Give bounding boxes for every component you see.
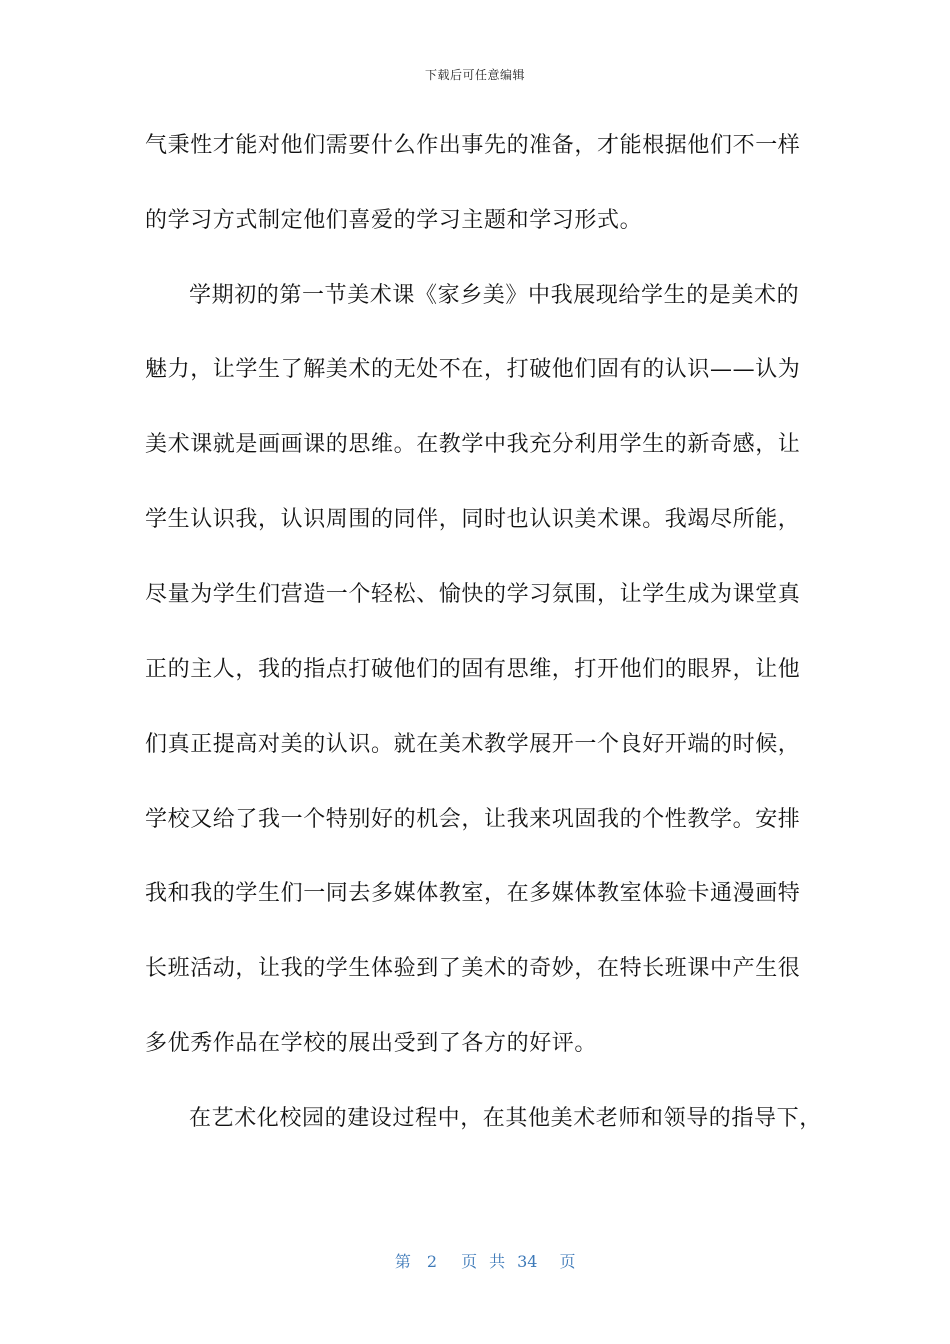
body-line: 多优秀作品在学校的展出受到了各方的好评。 bbox=[145, 1031, 598, 1056]
paragraph-first-line: 学期初的第一节美术课《家乡美》中我展现给学生的是美术的 bbox=[189, 283, 800, 308]
body-line: 长班活动，让我的学生体验到了美术的奇妙，在特长班课中产生很 bbox=[145, 956, 801, 981]
body-line: 美术课就是画画课的思维。在教学中我充分利用学生的新奇感，让 bbox=[145, 432, 801, 457]
current-page-number: 2 bbox=[426, 1252, 438, 1271]
body-line: 正的主人，我的指点打破他们的固有思维，打开他们的眼界，让他 bbox=[145, 657, 801, 682]
page-footer bbox=[0, 1229, 950, 1295]
body-line: 魅力，让学生了解美术的无处不在，打破他们固有的认识——认为 bbox=[145, 357, 801, 382]
paragraph-first-line: 在艺术化校园的建设过程中，在其他美术老师和领导的指导下， bbox=[189, 1106, 822, 1131]
body-line: 尽量为学生们营造一个轻松、愉快的学习氛围，让学生成为课堂真 bbox=[145, 582, 801, 607]
total-page-count: 34 bbox=[517, 1252, 538, 1271]
body-line: 学生认识我，认识周围的同伴，同时也认识美术课。我竭尽所能， bbox=[145, 507, 801, 532]
body-line: 的学习方式制定他们喜爱的学习主题和学习形式。 bbox=[145, 208, 643, 233]
footer-page-label: 页 bbox=[461, 1252, 478, 1271]
body-line: 们真正提高对美的认识。就在美术教学展开一个良好开端的时候， bbox=[145, 732, 801, 757]
footer-suffix: 页 bbox=[559, 1252, 576, 1271]
footer-prefix: 第 bbox=[394, 1252, 411, 1271]
body-line: 我和我的学生们一同去多媒体教室，在多媒体教室体验卡通漫画特 bbox=[145, 881, 801, 906]
body-line: 学校又给了我一个特别好的机会，让我来巩固我的个性教学。安排 bbox=[145, 807, 801, 832]
page-header: 下载后可任意编辑 bbox=[424, 68, 525, 82]
body-line: 气秉性才能对他们需要什么作出事先的准备，才能根据他们不一样 bbox=[145, 133, 801, 158]
footer-total-label: 共 bbox=[489, 1252, 506, 1271]
